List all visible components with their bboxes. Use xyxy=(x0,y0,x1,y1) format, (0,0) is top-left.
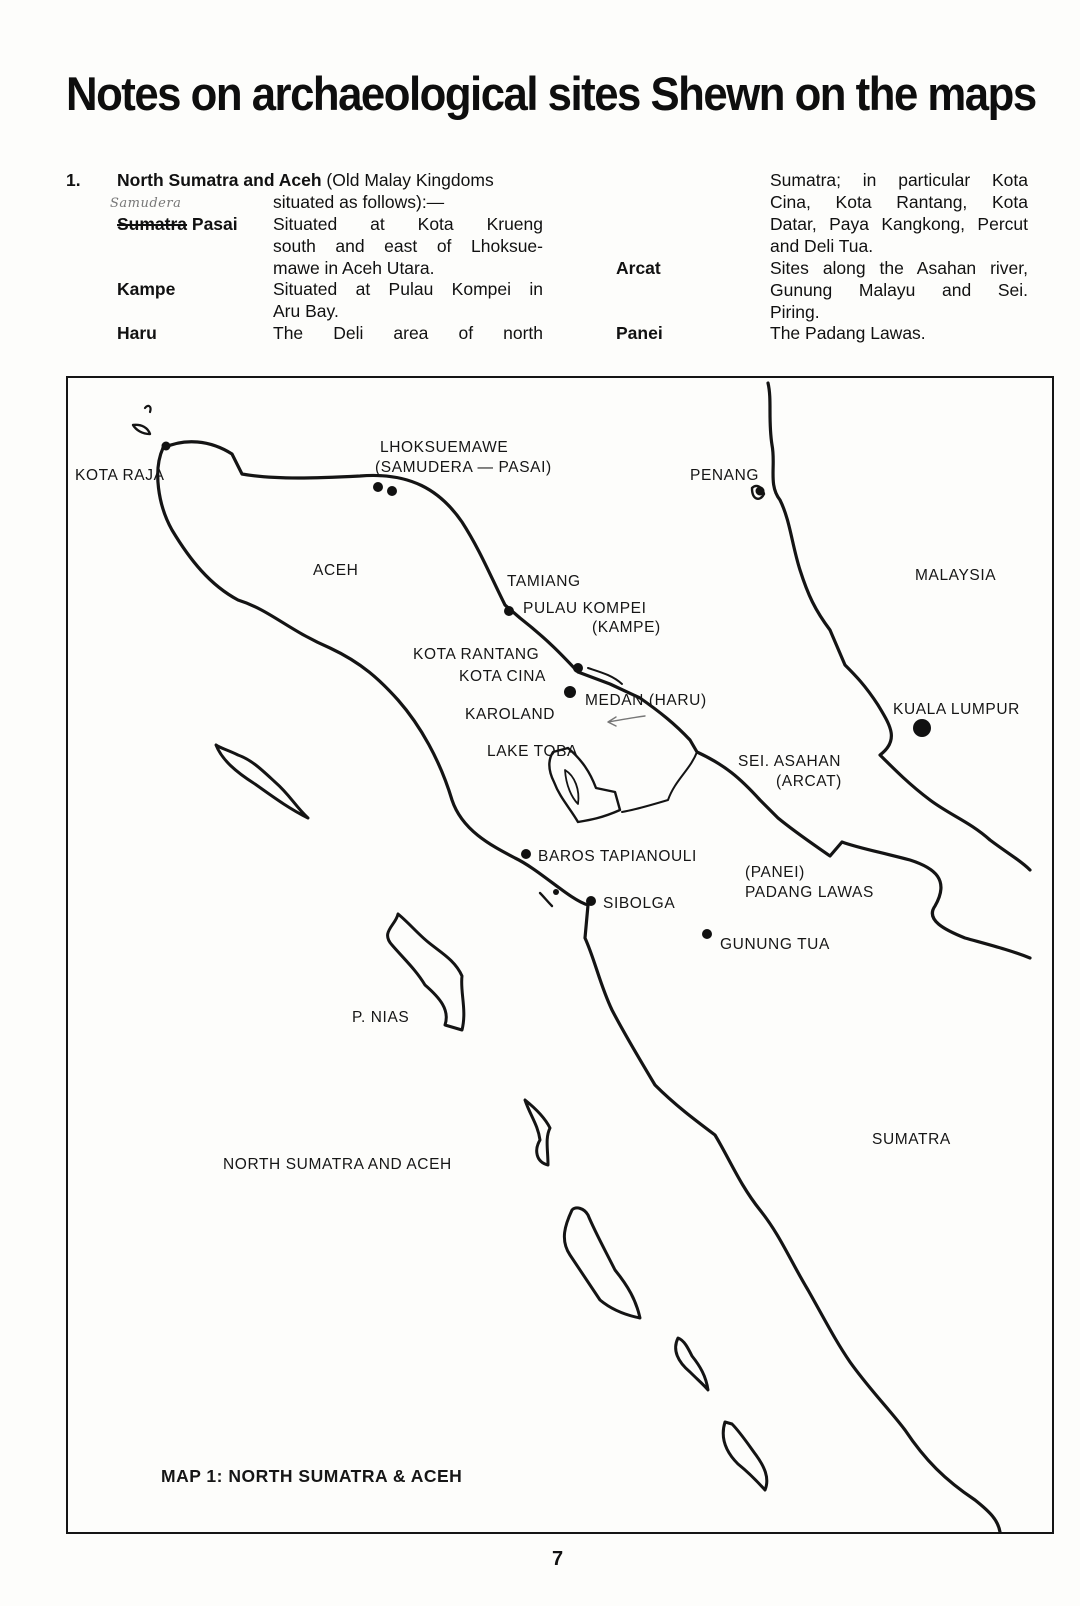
label-baros: BAROS TAPIANOULI xyxy=(538,848,697,865)
entry-desc-pasai-2: south and east of Lhoksue- xyxy=(273,236,543,256)
marker-kota-cina xyxy=(573,663,583,673)
label-lake-toba: LAKE TOBA xyxy=(487,743,578,760)
label-north-sumatra-aceh: NORTH SUMATRA AND ACEH xyxy=(223,1156,452,1173)
marker-baros xyxy=(521,849,531,859)
map-title: MAP 1: NORTH SUMATRA & ACEH xyxy=(161,1466,463,1486)
label-kota-rantang: KOTA RANTANG xyxy=(413,646,540,663)
entry-desc-haru-1: The Deli area of north xyxy=(273,323,543,343)
marker-tamiang xyxy=(504,606,514,616)
marker-islet xyxy=(553,889,559,895)
label-p-nias: P. NIAS xyxy=(352,1009,410,1026)
label-panei: (PANEI) xyxy=(745,864,805,881)
batu-island-1 xyxy=(525,1100,550,1165)
note-heading-cont: situated as follows):— xyxy=(273,192,445,212)
entry-name-pasai: Sumatra Pasai xyxy=(117,214,238,234)
note-number: 1. xyxy=(66,170,81,190)
marker-lhoksuemawe-1 xyxy=(373,482,383,492)
haru-cont-2: Cina, Kota Rantang, Kota xyxy=(770,192,1028,212)
label-kota-cina: KOTA CINA xyxy=(459,668,546,685)
marker-sibolga xyxy=(586,896,596,906)
haru-cont-1: Sumatra; in particular Kota xyxy=(770,170,1028,190)
label-tamiang: TAMIANG xyxy=(507,573,581,590)
label-pulau-kompei: PULAU KOMPEI xyxy=(523,600,647,617)
label-kuala-lumpur: KUALA LUMPUR xyxy=(893,701,1020,718)
entry-name-haru: Haru xyxy=(117,323,157,343)
haru-cont-3: Datar, Paya Kangkong, Percut xyxy=(770,214,1028,234)
small-island-north xyxy=(133,425,150,434)
label-kota-raja: KOTA RAJA xyxy=(75,467,165,484)
label-padang-lawas: PADANG LAWAS xyxy=(745,884,874,901)
sipora-island xyxy=(676,1338,708,1390)
entry-desc-arcat-2: Gunung Malayu and Sei. xyxy=(770,280,1028,300)
marker-kuala-lumpur xyxy=(913,719,931,737)
entry-desc-pasai-1: Situated at Kota Krueng xyxy=(273,214,543,234)
entry-name-kampe: Kampe xyxy=(117,279,176,299)
samosir-island xyxy=(565,770,578,804)
small-island-tip xyxy=(145,406,151,412)
note-heading-rest: (Old Malay Kingdoms xyxy=(326,170,494,190)
entry-desc-arcat-1: Sites along the Asahan river, xyxy=(770,258,1028,278)
label-sei-asahan: SEI. ASAHAN xyxy=(738,753,842,770)
label-gunung-tua: GUNUNG TUA xyxy=(720,936,830,953)
entry-desc-arcat-3: Piring. xyxy=(770,302,820,322)
marker-medan xyxy=(564,686,576,698)
handwritten-correction: Samudera xyxy=(110,196,182,211)
label-sibolga: SIBOLGA xyxy=(603,895,676,912)
label-samudera-pasai: (SAMUDERA — PASAI) xyxy=(375,459,552,476)
marker-gunung-tua xyxy=(702,929,712,939)
label-penang: PENANG xyxy=(690,467,760,484)
marker-penang xyxy=(756,487,765,496)
asahan-river xyxy=(622,752,697,812)
note-heading-bold: North Sumatra and Aceh xyxy=(117,170,322,190)
siberut-island xyxy=(564,1208,640,1318)
simeulue-island xyxy=(216,745,308,818)
label-kampe: (KAMPE) xyxy=(592,619,661,636)
haru-cont-4: and Deli Tua. xyxy=(770,236,874,256)
struck-word: Sumatra xyxy=(117,214,188,234)
label-medan: MEDAN (HARU) xyxy=(585,692,707,709)
medan-arrow xyxy=(608,716,645,726)
label-lhoksuemawe: LHOKSUEMAWE xyxy=(380,439,509,456)
malay-peninsula-coast xyxy=(768,383,1030,870)
entry-name-arcat: Arcat xyxy=(616,258,661,278)
pagai-island xyxy=(723,1422,767,1490)
sibolga-islet xyxy=(540,893,552,906)
label-aceh: ACEH xyxy=(313,562,359,579)
page-title: Notes on archaeological sites Shewn on the maps xyxy=(66,67,1036,120)
entry-desc-kampe-1: Situated at Pulau Kompei in xyxy=(273,279,543,299)
page-number: 7 xyxy=(552,1548,564,1570)
label-sumatra: SUMATRA xyxy=(872,1131,951,1148)
entry-desc-panei: The Padang Lawas. xyxy=(770,323,926,343)
entry-name-panei: Panei xyxy=(616,323,663,343)
entry-desc-pasai-3: mawe in Aceh Utara. xyxy=(273,258,435,278)
marker-lhoksuemawe-2 xyxy=(387,486,397,496)
label-malaysia: MALAYSIA xyxy=(915,567,997,584)
label-arcat: (ARCAT) xyxy=(776,773,842,790)
entry-desc-kampe-2: Aru Bay. xyxy=(273,301,339,321)
marker-kota-raja xyxy=(162,442,171,451)
label-karoland: KAROLAND xyxy=(465,706,556,723)
